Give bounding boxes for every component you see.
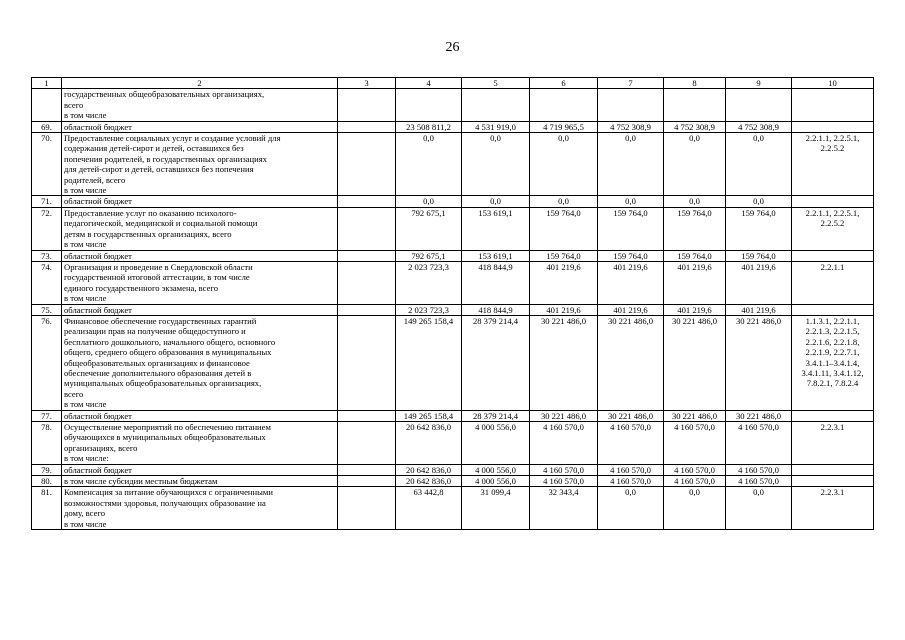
description-line: общеобразовательных организациях и финансовое (64, 357, 250, 368)
amount-cell-col-5: 418 844,9 (462, 304, 530, 315)
reference-line: 2.2.1.1, 2.2.5.1, (805, 207, 860, 218)
table-row (32, 476, 874, 487)
description-line: муниципальных общеобразовательных организациях, (64, 378, 262, 389)
amount-cell-col-6: 159 764,0 (530, 207, 598, 250)
amount-cell-col-8: 4 160 570,0 (664, 464, 726, 475)
column-3-cell (338, 410, 396, 421)
page-number: 26 (445, 40, 460, 55)
amount-cell-col-8: 30 221 486,0 (664, 410, 726, 421)
reference-line: 3.4.1.1–3.4.1.4, (805, 357, 860, 368)
amount-cell-col-8: 0,0 (664, 487, 726, 530)
amount-cell-col-4 (396, 89, 462, 121)
table-row (32, 304, 874, 315)
row-description (62, 422, 338, 465)
target-references (792, 464, 874, 475)
amount-cell-col-7 (598, 89, 664, 121)
amount-cell-col-4: 23 508 811,2 (396, 121, 462, 132)
row-description (62, 315, 338, 410)
description-line: бесплатного дошкольного, начального общего, основного (64, 336, 276, 347)
table-row (32, 250, 874, 261)
row-description (62, 261, 338, 304)
row-description (62, 487, 338, 530)
amount-cell-col-8: 159 764,0 (664, 250, 726, 261)
row-description (62, 250, 338, 261)
column-header-7: 7 (598, 78, 664, 89)
amount-cell-col-9: 4 160 570,0 (726, 422, 792, 465)
description-line: всего (64, 388, 84, 399)
amount-cell-col-7: 401 219,6 (598, 261, 664, 304)
amount-cell-col-4: 149 265 158,4 (396, 315, 462, 410)
amount-cell-col-5: 28 379 214,4 (462, 410, 530, 421)
target-references (792, 207, 874, 250)
table-row (32, 410, 874, 421)
description-line: педагогической, медицинской и социальной помощи (64, 218, 258, 229)
description-line: обучающихся в муниципальных общеобразовательных (64, 432, 266, 443)
reference-line: 2.2.1.1, 2.2.5.1, (805, 133, 860, 144)
amount-cell-col-4: 0,0 (396, 133, 462, 196)
column-header-5: 5 (462, 78, 530, 89)
amount-cell-col-5: 28 379 214,4 (462, 315, 530, 410)
target-references (792, 476, 874, 487)
column-3-cell (338, 304, 396, 315)
reference-line: 7.8.2.1, 7.8.2.4 (806, 378, 859, 389)
description-line: организациях, всего (64, 442, 138, 453)
amount-cell-col-7: 0,0 (598, 133, 664, 196)
target-references (792, 422, 874, 465)
row-description (62, 196, 338, 207)
table-header-row (32, 78, 874, 89)
amount-cell-col-5: 4 000 556,0 (462, 422, 530, 465)
amount-cell-col-8: 401 219,6 (664, 261, 726, 304)
column-3-cell (338, 121, 396, 132)
description-line: в том числе (64, 293, 107, 304)
reference-line: 2.2.3.1 (820, 487, 845, 498)
amount-cell-col-4: 0,0 (396, 196, 462, 207)
row-number (32, 89, 62, 121)
description-line: детям в государственных организациях, всего (64, 228, 232, 239)
amount-cell-col-4: 792 675,1 (396, 207, 462, 250)
amount-cell-col-8 (664, 89, 726, 121)
description-line: государственной итоговой аттестации, в том числе (64, 272, 250, 283)
table-row (32, 487, 874, 530)
reference-line: 2.2.1.6, 2.2.1.8, (805, 336, 860, 347)
reference-line: 2.2.1.3, 2.2.1.5, (805, 326, 860, 337)
amount-cell-col-4: 2 023 723,3 (396, 304, 462, 315)
amount-cell-col-9: 0,0 (726, 487, 792, 530)
row-description (62, 207, 338, 250)
amount-cell-col-8: 0,0 (664, 196, 726, 207)
amount-cell-col-7: 4 160 570,0 (598, 464, 664, 475)
column-3-cell (338, 250, 396, 261)
column-header-3: 3 (338, 78, 396, 89)
amount-cell-col-7: 0,0 (598, 196, 664, 207)
target-references (792, 315, 874, 410)
row-number: 77. (32, 410, 62, 421)
row-number: 72. (32, 207, 62, 250)
description-line: областной бюджет (64, 250, 132, 261)
target-references (792, 304, 874, 315)
description-line: Организация и проведение в Свердловской области (64, 261, 253, 272)
amount-cell-col-7: 0,0 (598, 487, 664, 530)
table-row (32, 207, 874, 250)
budget-table (31, 77, 874, 530)
amount-cell-col-9: 4 752 308,9 (726, 121, 792, 132)
description-line: единого государственного экзамена, всего (64, 282, 218, 293)
target-references (792, 250, 874, 261)
amount-cell-col-8: 159 764,0 (664, 207, 726, 250)
amount-cell-col-6: 4 160 570,0 (530, 476, 598, 487)
amount-cell-col-8: 0,0 (664, 133, 726, 196)
amount-cell-col-4: 20 642 836,0 (396, 464, 462, 475)
amount-cell-col-9: 401 219,6 (726, 261, 792, 304)
column-header-1: 1 (32, 78, 62, 89)
target-references (792, 121, 874, 132)
row-number: 69. (32, 121, 62, 132)
row-description (62, 410, 338, 421)
amount-cell-col-6: 30 221 486,0 (530, 315, 598, 410)
column-header-4: 4 (396, 78, 462, 89)
row-number: 73. (32, 250, 62, 261)
amount-cell-col-9: 0,0 (726, 133, 792, 196)
description-line: Предоставление социальных услуг и создание условий для (64, 133, 281, 144)
amount-cell-col-5: 418 844,9 (462, 261, 530, 304)
description-line: областной бюджет (64, 304, 132, 315)
row-number: 75. (32, 304, 62, 315)
column-3-cell (338, 207, 396, 250)
row-description (62, 464, 338, 475)
amount-cell-col-9: 4 160 570,0 (726, 464, 792, 475)
amount-cell-col-7: 401 219,6 (598, 304, 664, 315)
table-row (32, 133, 874, 196)
description-line: Компенсация за питание обучающихся с ограниченными (64, 487, 273, 498)
column-3-cell (338, 476, 396, 487)
amount-cell-col-7: 159 764,0 (598, 250, 664, 261)
column-3-cell (338, 261, 396, 304)
description-line: Предоставление услуг по оказанию психолого- (64, 207, 237, 218)
column-header-2: 2 (62, 78, 338, 89)
description-line: для детей-сирот и детей, оставшихся без попечения (64, 164, 254, 175)
amount-cell-col-6: 401 219,6 (530, 304, 598, 315)
amount-cell-col-4: 792 675,1 (396, 250, 462, 261)
row-description (62, 304, 338, 315)
table-row (32, 464, 874, 475)
table-row (32, 196, 874, 207)
reference-line: 1.1.3.1, 2.2.1.1, (805, 315, 860, 326)
amount-cell-col-5: 4 000 556,0 (462, 476, 530, 487)
amount-cell-col-5: 4 000 556,0 (462, 464, 530, 475)
description-line: в том числе (64, 399, 107, 410)
description-line: в том числе (64, 239, 107, 250)
description-line: в том числе (64, 185, 107, 196)
target-references (792, 89, 874, 121)
column-header-9: 9 (726, 78, 792, 89)
reference-line: 2.2.3.1 (820, 422, 845, 432)
description-line: областной бюджет (64, 196, 132, 207)
amount-cell-col-9: 30 221 486,0 (726, 410, 792, 421)
amount-cell-col-6: 159 764,0 (530, 250, 598, 261)
row-number: 80. (32, 476, 62, 487)
row-number: 71. (32, 196, 62, 207)
amount-cell-col-6: 4 719 965,5 (530, 121, 598, 132)
amount-cell-col-5: 153 619,1 (462, 207, 530, 250)
row-description (62, 476, 338, 487)
amount-cell-col-8: 401 219,6 (664, 304, 726, 315)
reference-line: 2.2.5.2 (820, 143, 845, 154)
amount-cell-col-9 (726, 89, 792, 121)
amount-cell-col-4: 20 642 836,0 (396, 476, 462, 487)
description-line: областной бюджет (64, 410, 132, 421)
description-line: дому, всего (64, 508, 106, 519)
amount-cell-col-9: 0,0 (726, 196, 792, 207)
description-line: возможностями здоровья, получающих образование на (64, 497, 266, 508)
row-number: 76. (32, 315, 62, 410)
column-header-6: 6 (530, 78, 598, 89)
target-references (792, 487, 874, 530)
reference-line: 2.2.5.2 (820, 218, 845, 229)
amount-cell-col-6: 0,0 (530, 196, 598, 207)
amount-cell-col-9: 159 764,0 (726, 207, 792, 250)
description-line: попечения родителей, в государственных организациях (64, 153, 267, 164)
target-references (792, 133, 874, 196)
amount-cell-col-5: 0,0 (462, 133, 530, 196)
amount-cell-col-5: 4 531 919,0 (462, 121, 530, 132)
row-number: 74. (32, 261, 62, 304)
row-description (62, 121, 338, 132)
amount-cell-col-5 (462, 89, 530, 121)
amount-cell-col-9: 30 221 486,0 (726, 315, 792, 410)
column-header-10: 10 (792, 78, 874, 89)
description-line: в том числе (64, 518, 107, 529)
row-number: 81. (32, 487, 62, 530)
column-3-cell (338, 487, 396, 530)
description-line: государственных общеобразовательных организациях, (64, 89, 265, 100)
column-header-8: 8 (664, 78, 726, 89)
amount-cell-col-6: 0,0 (530, 133, 598, 196)
amount-cell-col-9: 4 160 570,0 (726, 476, 792, 487)
row-description (62, 89, 338, 121)
amount-cell-col-4: 63 442,8 (396, 487, 462, 530)
row-number: 78. (32, 422, 62, 465)
amount-cell-col-9: 159 764,0 (726, 250, 792, 261)
amount-cell-col-8: 4 752 308,9 (664, 121, 726, 132)
description-line: в том числе субсидии местным бюджетам (64, 476, 218, 487)
amount-cell-col-5: 0,0 (462, 196, 530, 207)
target-references (792, 410, 874, 421)
description-line: реализации прав на получение общедоступного и (64, 326, 246, 337)
amount-cell-col-8: 4 160 570,0 (664, 422, 726, 465)
row-description (62, 133, 338, 196)
amount-cell-col-8: 30 221 486,0 (664, 315, 726, 410)
row-number: 70. (32, 133, 62, 196)
amount-cell-col-7: 159 764,0 (598, 207, 664, 250)
target-references (792, 196, 874, 207)
amount-cell-col-6: 4 160 570,0 (530, 464, 598, 475)
amount-cell-col-7: 4 160 570,0 (598, 422, 664, 465)
table-row (32, 261, 874, 304)
amount-cell-col-5: 153 619,1 (462, 250, 530, 261)
amount-cell-col-6: 4 160 570,0 (530, 422, 598, 465)
description-line: общего, среднего общего образования в муниципальных (64, 347, 272, 358)
amount-cell-col-7: 4 752 308,9 (598, 121, 664, 132)
amount-cell-col-8: 4 160 570,0 (664, 476, 726, 487)
amount-cell-col-4: 20 642 836,0 (396, 422, 462, 465)
amount-cell-col-9: 401 219,6 (726, 304, 792, 315)
amount-cell-col-4: 2 023 723,3 (396, 261, 462, 304)
table-row (32, 422, 874, 465)
description-line: Финансовое обеспечение государственных гарантий (64, 315, 257, 326)
amount-cell-col-4: 149 265 158,4 (396, 410, 462, 421)
description-line: в том числе (64, 110, 107, 121)
description-line: родителей, всего (64, 174, 126, 185)
amount-cell-col-7: 30 221 486,0 (598, 315, 664, 410)
column-3-cell (338, 464, 396, 475)
description-line: всего (64, 99, 84, 110)
column-3-cell (338, 422, 396, 465)
column-3-cell (338, 196, 396, 207)
column-3-cell (338, 133, 396, 196)
description-line: в том числе: (64, 453, 109, 464)
amount-cell-col-7: 30 221 486,0 (598, 410, 664, 421)
amount-cell-col-5: 31 099,4 (462, 487, 530, 530)
reference-line: 3.4.1.11, 3.4.1.12, (801, 367, 864, 378)
reference-line: 2.2.1.1 (820, 261, 845, 272)
description-line: областной бюджет (64, 121, 132, 132)
description-line: содержания детей-сирот и детей, оставшихся без (64, 143, 244, 154)
description-line: областной бюджет (64, 464, 132, 475)
column-3-cell (338, 89, 396, 121)
amount-cell-col-6: 32 343,4 (530, 487, 598, 530)
table-row (32, 121, 874, 132)
amount-cell-col-6: 30 221 486,0 (530, 410, 598, 421)
table-row (32, 89, 874, 121)
description-line: Осуществление мероприятий по обеспечению питанием (64, 422, 271, 432)
amount-cell-col-7: 4 160 570,0 (598, 476, 664, 487)
description-line: обеспечение дополнительного образования детей в (64, 367, 252, 378)
amount-cell-col-6 (530, 89, 598, 121)
table-body (32, 89, 874, 530)
target-references (792, 261, 874, 304)
amount-cell-col-6: 401 219,6 (530, 261, 598, 304)
table-row (32, 315, 874, 410)
reference-line: 2.2.1.9, 2.2.7.1, (805, 347, 860, 358)
column-3-cell (338, 315, 396, 410)
row-number: 79. (32, 464, 62, 475)
